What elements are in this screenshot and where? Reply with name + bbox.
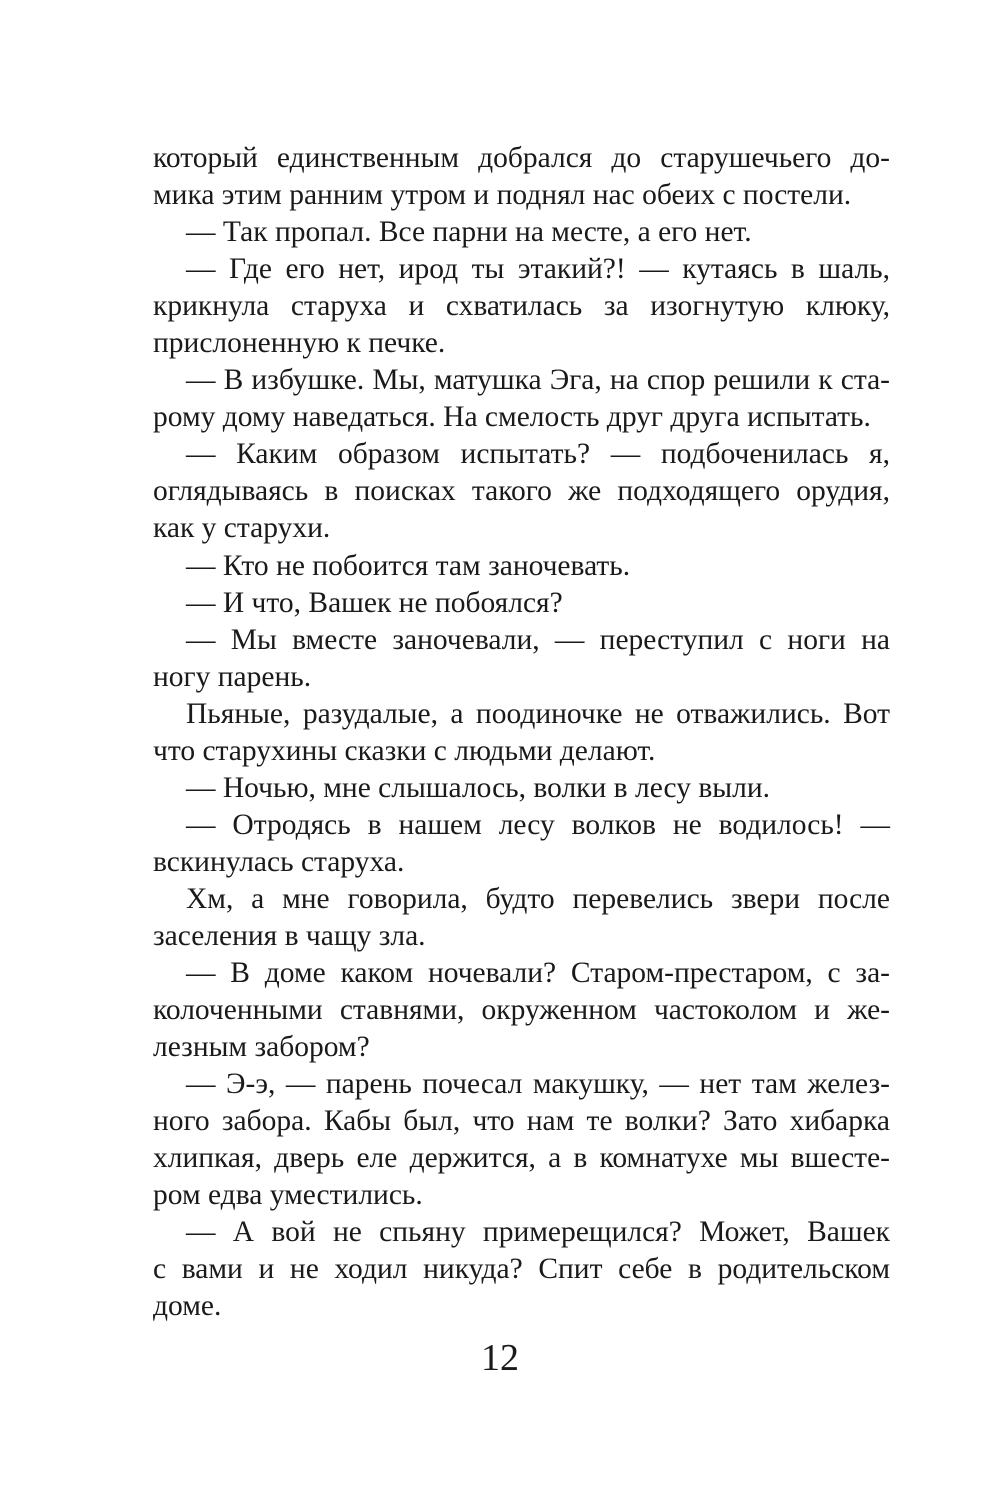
text-line: — Где его нет, ирод ты этакий?! — кутаясь в шаль,: [186, 253, 890, 286]
body-text: [153, 140, 890, 1326]
text-line: — В доме каком ночевали? Старом-престаром, с за-: [186, 957, 890, 990]
text-line: — Так пропал. Все парни на месте, а его нет.: [186, 216, 752, 249]
text-line: — Каким образом испытать? — подбоченилась я,: [186, 438, 890, 471]
text-line: — И что, Вашек не побоялся?: [186, 586, 563, 619]
text-line: — Э-э, — парень почесал макушку, — нет там желез-: [186, 1068, 890, 1101]
text-line: лезным забором?: [153, 1031, 370, 1064]
text-line: ром едва уместились.: [153, 1179, 423, 1212]
text-line: колоченными ставнями, окруженном частоколом и же-: [153, 994, 890, 1027]
text-line: что старухины сказки с людьми делают.: [153, 734, 656, 767]
text-line: крикнула старуха и схватилась за изогнутую клюку,: [153, 290, 890, 323]
text-line: вскинулась старуха.: [153, 845, 405, 878]
text-line: с вами и не ходил никуда? Спит себе в родительском: [153, 1253, 890, 1286]
text-line: который единственным добрался до старушечьего до-: [153, 142, 890, 174]
text-line: заселения в чащу зла.: [153, 919, 426, 952]
text-line: рому дому наведаться. На смелость друг друга испытать.: [153, 401, 871, 434]
text-line: — Ночью, мне слышалось, волки в лесу выли.: [186, 771, 770, 804]
text-line: доме.: [153, 1290, 222, 1323]
text-line: Пьяные, разудалые, а поодиночке не отважились. Вот: [186, 697, 890, 730]
text-line: как у старухи.: [153, 512, 331, 545]
text-line: ногу парень.: [153, 660, 312, 693]
text-line: оглядываясь в поисках такого же подходящего орудия,: [153, 475, 890, 508]
text-line: — Кто не побоится там заночевать.: [186, 549, 631, 582]
text-line: ного забора. Кабы был, что нам те волки? Зато хибарка: [153, 1105, 890, 1138]
text-line: — А вой не спьяну примерещился? Может, Вашек: [186, 1216, 890, 1249]
text-line: хлипкая, дверь еле держится, а в комнатухе мы вшесте-: [153, 1142, 890, 1175]
text-line: — В избушке. Мы, матушка Эга, на спор решили к ста-: [186, 364, 890, 397]
page-number: 12: [481, 1337, 519, 1379]
text-line: — Отродясь в нашем лесу волков не водилось! —: [186, 808, 890, 841]
text-line: мика этим ранним утром и поднял нас обеих с постели.: [153, 179, 852, 212]
text-line: — Мы вместе заночевали, — переступил с ноги на: [186, 623, 890, 656]
text-line: прислоненную к печке.: [153, 327, 446, 360]
text-line: Хм, а мне говорила, будто перевелись звери после: [186, 882, 890, 915]
